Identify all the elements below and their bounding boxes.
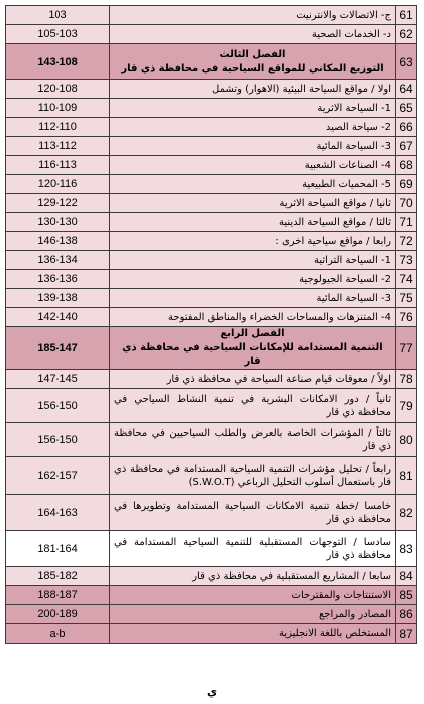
page-range-cell: 146-138 — [6, 232, 110, 251]
table-row — [6, 308, 417, 327]
entry-number-cell: 76 — [396, 308, 417, 327]
entry-title-cell: ثالثاً / المؤشرات الخاصة بالعرض والطلب السياحيين في محافظة ذي قار — [110, 423, 396, 457]
table-row — [6, 586, 417, 605]
table-row — [6, 44, 417, 80]
table-row — [6, 495, 417, 531]
table-row — [6, 25, 417, 44]
entry-title-cell: 3- السياحة المائية — [110, 289, 396, 308]
table-row — [6, 531, 417, 567]
entry-number-cell: 64 — [396, 80, 417, 99]
table-row — [6, 270, 417, 289]
page-range-cell: 156-150 — [6, 389, 110, 423]
table-row — [6, 6, 417, 25]
page-range-cell: 116-113 — [6, 156, 110, 175]
entry-number-cell: 73 — [396, 251, 417, 270]
page-range-cell: 143-108 — [6, 44, 110, 80]
entry-number-cell: 87 — [396, 624, 417, 644]
page-range-cell: 156-150 — [6, 423, 110, 457]
page-range-cell: 185-147 — [6, 327, 110, 370]
page-range-cell: 103 — [6, 6, 110, 25]
entry-number-cell: 72 — [396, 232, 417, 251]
entry-title-cell: رابعاً / تحليل مؤشرات التنمية السياحية المستدامة في محافظة ذي قار باستعمال أسلوب التحليل الرباعي (S.W.O.T) — [110, 457, 396, 495]
entry-number-cell: 61 — [396, 6, 417, 25]
entry-title-cell: 4- الصناعات الشعبية — [110, 156, 396, 175]
table-row — [6, 327, 417, 370]
page-range-cell: 105-103 — [6, 25, 110, 44]
table-row — [6, 118, 417, 137]
page-range-cell: 185-182 — [6, 567, 110, 586]
entry-number-cell: 66 — [396, 118, 417, 137]
table-row — [6, 194, 417, 213]
entry-number-cell: 75 — [396, 289, 417, 308]
page-number: ي — [206, 685, 218, 698]
page-range-cell: 129-122 — [6, 194, 110, 213]
page-range-cell: 120-108 — [6, 80, 110, 99]
entry-number-cell: 62 — [396, 25, 417, 44]
entry-number-cell: 78 — [396, 370, 417, 389]
entry-title-cell: سابعا / المشاريع المستقبلية في محافظة ذي قار — [110, 567, 396, 586]
entry-number-cell: 74 — [396, 270, 417, 289]
entry-number-cell: 81 — [396, 457, 417, 495]
entry-number-cell: 79 — [396, 389, 417, 423]
entry-title-cell: اولاً / معوقات قيام صناعة السياحة في محافظة ذي قار — [110, 370, 396, 389]
entry-number-cell: 71 — [396, 213, 417, 232]
entry-title-cell: رابعا / مواقع سياحية اخرى : — [110, 232, 396, 251]
page-range-cell: 147-145 — [6, 370, 110, 389]
table-row — [6, 99, 417, 118]
entry-number-cell: 82 — [396, 495, 417, 531]
entry-number-cell: 63 — [396, 44, 417, 80]
entry-title-cell: 1- السياحة التراثية — [110, 251, 396, 270]
table-row — [6, 156, 417, 175]
entry-title-cell: 3- السياحة المائية — [110, 137, 396, 156]
table-row — [6, 605, 417, 624]
table-row — [6, 213, 417, 232]
table-row — [6, 567, 417, 586]
entry-number-cell: 83 — [396, 531, 417, 567]
page-range-cell: 164-163 — [6, 495, 110, 531]
entry-title-cell: ثالثا / مواقع السياحة الدينية — [110, 213, 396, 232]
entry-number-cell: 65 — [396, 99, 417, 118]
entry-title-cell: اولا / مواقع السياحة البيئية (الاهوار) وتشمل — [110, 80, 396, 99]
table-row — [6, 370, 417, 389]
page-range-cell: 181-164 — [6, 531, 110, 567]
page-range-cell: 136-136 — [6, 270, 110, 289]
page-range-cell: 200-189 — [6, 605, 110, 624]
entry-number-cell: 86 — [396, 605, 417, 624]
entry-title-cell: المصادر والمراجع — [110, 605, 396, 624]
entry-title-cell: الاستنتاجات والمقترحات — [110, 586, 396, 605]
table-row — [6, 232, 417, 251]
entry-number-cell: 70 — [396, 194, 417, 213]
table-row — [6, 389, 417, 423]
entry-title-cell: ثانياً / دور الامكانات البشرية في تنمية النشاط السياحي في محافظة ذي قار — [110, 389, 396, 423]
table-row — [6, 457, 417, 495]
entry-number-cell: 84 — [396, 567, 417, 586]
entry-title-cell: سادسا / التوجهات المستقبلية للتنمية السياحية المستدامة في محافظة ذي قار — [110, 531, 396, 567]
entry-number-cell: 69 — [396, 175, 417, 194]
entry-title-cell: ثانيا / مواقع السياحة الاثرية — [110, 194, 396, 213]
page-range-cell: 142-140 — [6, 308, 110, 327]
table-row — [6, 137, 417, 156]
entry-number-cell: 67 — [396, 137, 417, 156]
entry-title-cell: د- الخدمات الصحية — [110, 25, 396, 44]
page-range-cell: 162-157 — [6, 457, 110, 495]
page-range-cell: a-b — [6, 624, 110, 644]
page-range-cell: 113-112 — [6, 137, 110, 156]
page-range-cell: 136-134 — [6, 251, 110, 270]
entry-number-cell: 80 — [396, 423, 417, 457]
entry-title-cell: 1- السياحة الاثرية — [110, 99, 396, 118]
entry-title-cell: الفصل الثالث التوزيع المكاني للمواقع السياحية في محافظة ذي قار — [110, 44, 396, 80]
table-row — [6, 423, 417, 457]
table-of-contents — [5, 5, 417, 644]
table-row — [6, 624, 417, 644]
entry-title-cell: 2- السياحة الجيولوجية — [110, 270, 396, 289]
page-range-cell: 110-109 — [6, 99, 110, 118]
entry-title-cell: 5- المحميات الطبيعية — [110, 175, 396, 194]
entry-title-cell: ج- الاتصالات والانترنيت — [110, 6, 396, 25]
page-range-cell: 112-110 — [6, 118, 110, 137]
entry-title-cell: المستخلص باللغة الانجليزية — [110, 624, 396, 644]
entry-number-cell: 77 — [396, 327, 417, 370]
entry-title-cell: الفصل الرابع التنمية المستدامة للإمكانات السياحية في محافظة ذي قار — [110, 327, 396, 370]
table-row — [6, 251, 417, 270]
entry-title-cell: 4- المتنزهات والمساحات الخضراء والمناطق المفتوحة — [110, 308, 396, 327]
table-row — [6, 80, 417, 99]
table-row — [6, 289, 417, 308]
page-range-cell: 130-130 — [6, 213, 110, 232]
table-row — [6, 175, 417, 194]
page-range-cell: 188-187 — [6, 586, 110, 605]
entry-number-cell: 68 — [396, 156, 417, 175]
entry-title-cell: خامسا /خطة تنمية الامكانات السياحية المستدامة وتطويرها في محافظة ذي قار — [110, 495, 396, 531]
page-range-cell: 120-116 — [6, 175, 110, 194]
entry-title-cell: 2- سياحة الصيد — [110, 118, 396, 137]
entry-number-cell: 85 — [396, 586, 417, 605]
page-range-cell: 139-138 — [6, 289, 110, 308]
toc-body — [6, 6, 417, 644]
